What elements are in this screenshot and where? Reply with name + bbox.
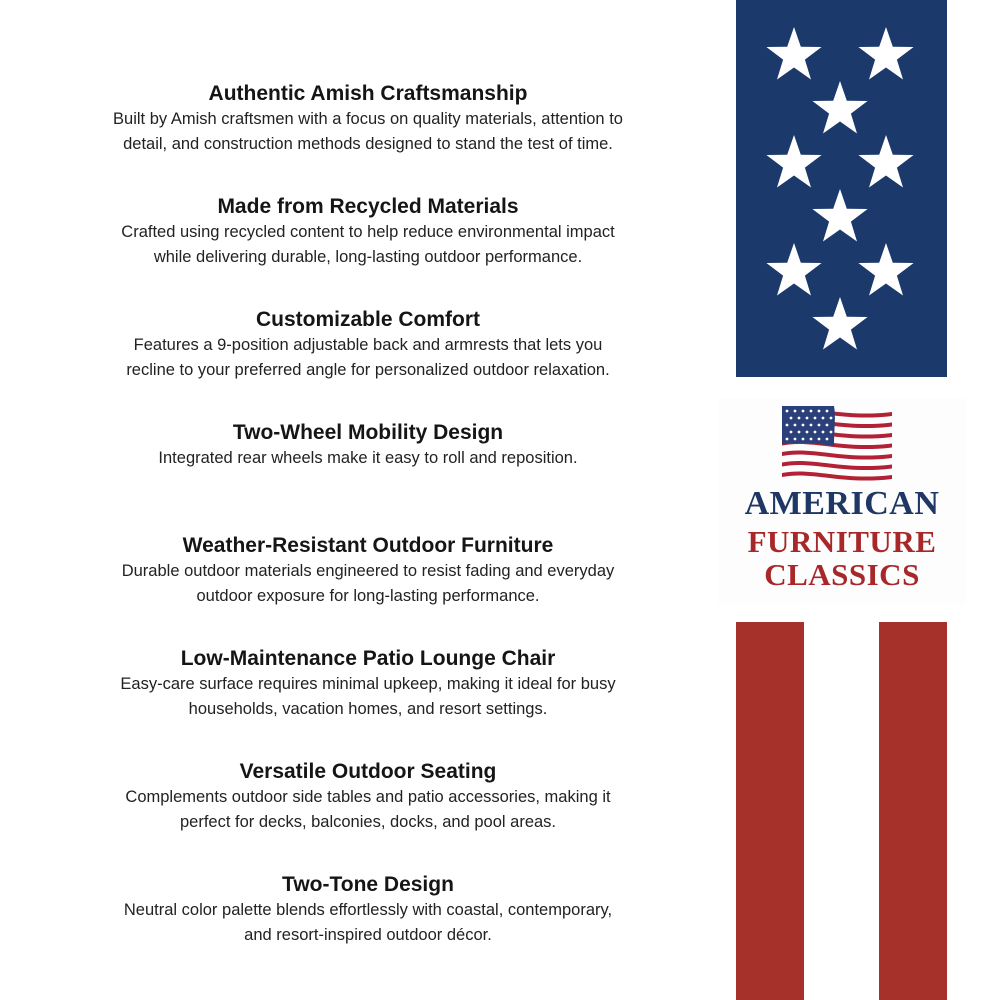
star-icon: [858, 27, 913, 80]
feature-description-line: outdoor exposure for long-lasting performance.: [196, 587, 540, 605]
feature-title: Weather-Resistant Outdoor Furniture: [182, 534, 554, 557]
feature-title: Made from Recycled Materials: [217, 195, 519, 218]
star-icon: [812, 297, 867, 350]
feature-description-line: Built by Amish craftsmen with a focus on quality materials, attention to: [113, 110, 623, 128]
feature-description-line: Features a 9-position adjustable back and armrests that lets you: [133, 336, 603, 354]
feature-description-line: Durable outdoor materials engineered to resist fading and everyday: [121, 562, 615, 580]
feature-description-line: Integrated rear wheels make it easy to roll and reposition.: [158, 449, 578, 467]
feature-description-line: Easy-care surface requires minimal upkeep, making it ideal for busy: [120, 675, 616, 693]
star-icon: [766, 135, 821, 188]
star-icon: [858, 243, 913, 296]
feature-title: Two-Tone Design: [282, 873, 454, 896]
feature-customizable-comfort: [68, 306, 668, 419]
feature-authentic-amish-craftsmanship: [68, 80, 668, 193]
feature-versatile-seating: [68, 758, 668, 871]
feature-title: Versatile Outdoor Seating: [239, 760, 497, 783]
feature-description-line: perfect for decks, balconies, docks, and pool areas.: [179, 813, 557, 831]
star-icon: [766, 27, 821, 80]
logo-text-american: AMERICAN: [744, 485, 940, 522]
us-flag-icon: [782, 406, 902, 484]
star-icon: [766, 243, 821, 296]
feature-description-line: and resort-inspired outdoor décor.: [244, 926, 492, 944]
feature-description-line: Neutral color palette blends effortlessly with coastal, contemporary,: [123, 901, 613, 919]
feature-two-wheel-mobility: [68, 419, 668, 532]
red-stripe-left: [736, 622, 804, 1000]
red-stripe-right: [879, 622, 947, 1000]
feature-title: Low-Maintenance Patio Lounge Chair: [180, 647, 556, 670]
feature-title: Customizable Comfort: [255, 308, 480, 331]
feature-recycled-materials: [68, 193, 668, 306]
feature-description-line: while delivering durable, long-lasting outdoor performance.: [153, 248, 583, 266]
feature-low-maintenance: [68, 645, 668, 758]
feature-description-line: households, vacation homes, and resort settings.: [188, 700, 548, 718]
brand-logo: [718, 398, 966, 604]
stars-panel: [736, 0, 947, 377]
star-icon: [812, 189, 867, 242]
stars-graphic: [736, 0, 947, 377]
star-icon: [858, 135, 913, 188]
feature-description-line: Crafted using recycled content to help reduce environmental impact: [121, 223, 615, 241]
feature-title: Two-Wheel Mobility Design: [232, 421, 504, 444]
feature-description-line: recline to your preferred angle for personalized outdoor relaxation.: [126, 361, 610, 379]
feature-title: Authentic Amish Craftsmanship: [208, 82, 528, 105]
feature-two-tone-design: [68, 871, 668, 984]
logo-text-classics: CLASSICS: [764, 557, 920, 592]
feature-weather-resistant: [68, 532, 668, 645]
feature-list: [68, 80, 668, 984]
feature-description-line: detail, and construction methods designed to stand the test of time.: [123, 135, 613, 153]
logo-text-furniture: FURNITURE: [747, 524, 937, 559]
feature-description-line: Complements outdoor side tables and patio accessories, making it: [125, 788, 611, 806]
star-icon: [812, 81, 867, 134]
